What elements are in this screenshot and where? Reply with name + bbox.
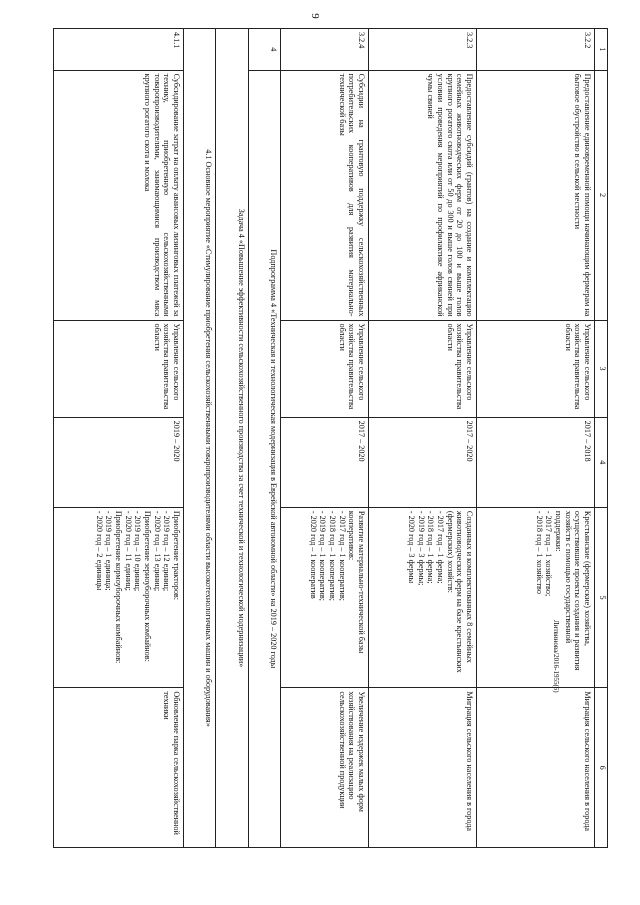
consequence-cell: Миграция сельского населения в города (369, 688, 477, 848)
result-cell: Развитие материально-технической базы кооперативов: - 2017 год – 1 кооператив; - 2018 год – 1 кооператив; - 2019 год – 1 кооператив; - 2020 год – 1 кооператив (281, 507, 369, 687)
executor-cell: Управление сельского хозяйства правительства области (369, 320, 477, 417)
result-cell: Приобретение тракторов: - 2019 год – 12 единиц; - 2020 год – 13 единиц; Приобретение зерноуборочных комбайнов: - 2019 год – 10 единиц; - 2020 год – 11 единиц; Приобретение кормоуборочных комбайнов: - 2019 год – 1 единица; - 2020 год – 2 единицы (54, 507, 184, 687)
term-cell: 2017 – 2020 (369, 417, 477, 507)
col-header-6: 6 (595, 688, 608, 848)
row-number: 3.2.4 (281, 29, 369, 71)
main-event-row (184, 29, 216, 848)
subprogram-title: Подпрограмма 4 «Техническая и технологическая модернизация в Еврейской автономной области» на 2019 – 2020 годы (248, 70, 280, 847)
term-cell: 2019 – 2020 (54, 417, 184, 507)
measure-cell (281, 70, 369, 320)
measure-cell (369, 70, 477, 320)
measure-text: Предоставление единовременной помощи начинающим фермерам на бытовое обустройство в сельской местности (573, 73, 592, 317)
result-cell: Крестьянские (фермерские) хозяйства, осуществившие проекты создания и развития хозяйств с помощью государственной поддержки: - 2017 год – 1 хозяйство; - 2018 год – 1 хозяйство (477, 507, 595, 687)
table-row (54, 29, 184, 848)
executor-cell: Управление сельского хозяйства правительства области (54, 320, 184, 417)
rotated-table-container (53, 28, 608, 848)
executor-cell: Управление сельского хозяйства правительства области (281, 320, 369, 417)
measure-cell (54, 70, 184, 320)
col-header-3: 3 (595, 320, 608, 417)
consequence-cell: Миграция сельского населения в города (477, 688, 595, 848)
col-header-2: 2 (595, 70, 608, 320)
col-header-5: 5 (595, 507, 608, 687)
document-code: Литвинова/2016-1955(6) (552, 620, 560, 693)
row-number: 4.1.1 (54, 29, 184, 71)
program-table (53, 28, 608, 848)
term-cell: 2017 – 2018 (477, 417, 595, 507)
row-number: 3.2.2 (477, 29, 595, 71)
measure-text: Предоставление субсидий (грантов) на создание и комплектацию семейных животноводческих ферм от 20 до 100 и выше голов крупного рогатого скота или от 50 до 300 и выше голов свиней при условии проведения мероприятий по профилактике африканской чумы свиней (426, 73, 474, 317)
subprogram-number: 4 (248, 29, 280, 71)
subprogram-row (248, 29, 280, 848)
row-number: 3.2.3 (369, 29, 477, 71)
col-header-4: 4 (595, 417, 608, 507)
table-row (369, 29, 477, 848)
table-row (281, 29, 369, 848)
term-cell: 2017 – 2020 (281, 417, 369, 507)
measure-text: Субсидирование затрат на оплату авансовых лизинговых платежей за технику, приобретенную сельскохозяйственными товаропроизводителями, занимающимися производством мяса крупного рогатого скота и молока (142, 73, 181, 317)
table-row (477, 29, 595, 848)
consequence-cell: Увеличение издержек малых форм хозяйствования на реализацию сельскохозяйственной продукции (281, 688, 369, 848)
task-row (216, 29, 248, 848)
measure-text: Субсидии на грантовую поддержку сельскохозяйственных потребительских кооперативов для развития материально-технической базы (337, 73, 366, 317)
header-row (595, 29, 608, 848)
consequence-cell: Обновление парка сельскохозяйственной техники (54, 688, 184, 848)
result-cell: Созданных и комплектованных 8 семейных животноводческих ферм на базе крестьянских (фермерских) хозяйств: - 2017 год – 1 ферма; - 2018 год – 1 ферма; - 2019 год – 3 фермы; - 2020 год – 3 фермы (369, 507, 477, 687)
measure-cell (477, 70, 595, 320)
task-title: Задача 4 «Повышение эффективности сельскохозяйственного производства за счет технической и технологической модернизации» (216, 29, 248, 848)
main-event-title: 4.1 Основное мероприятие «Стимулирование приобретения сельскохозяйственными товаропроизводителями области высокотехнологичных машин и оборудования» (184, 29, 216, 848)
page-number: 9 (308, 13, 321, 19)
col-header-1: 1 (595, 29, 608, 71)
executor-cell: Управление сельского хозяйства правительства области (477, 320, 595, 417)
